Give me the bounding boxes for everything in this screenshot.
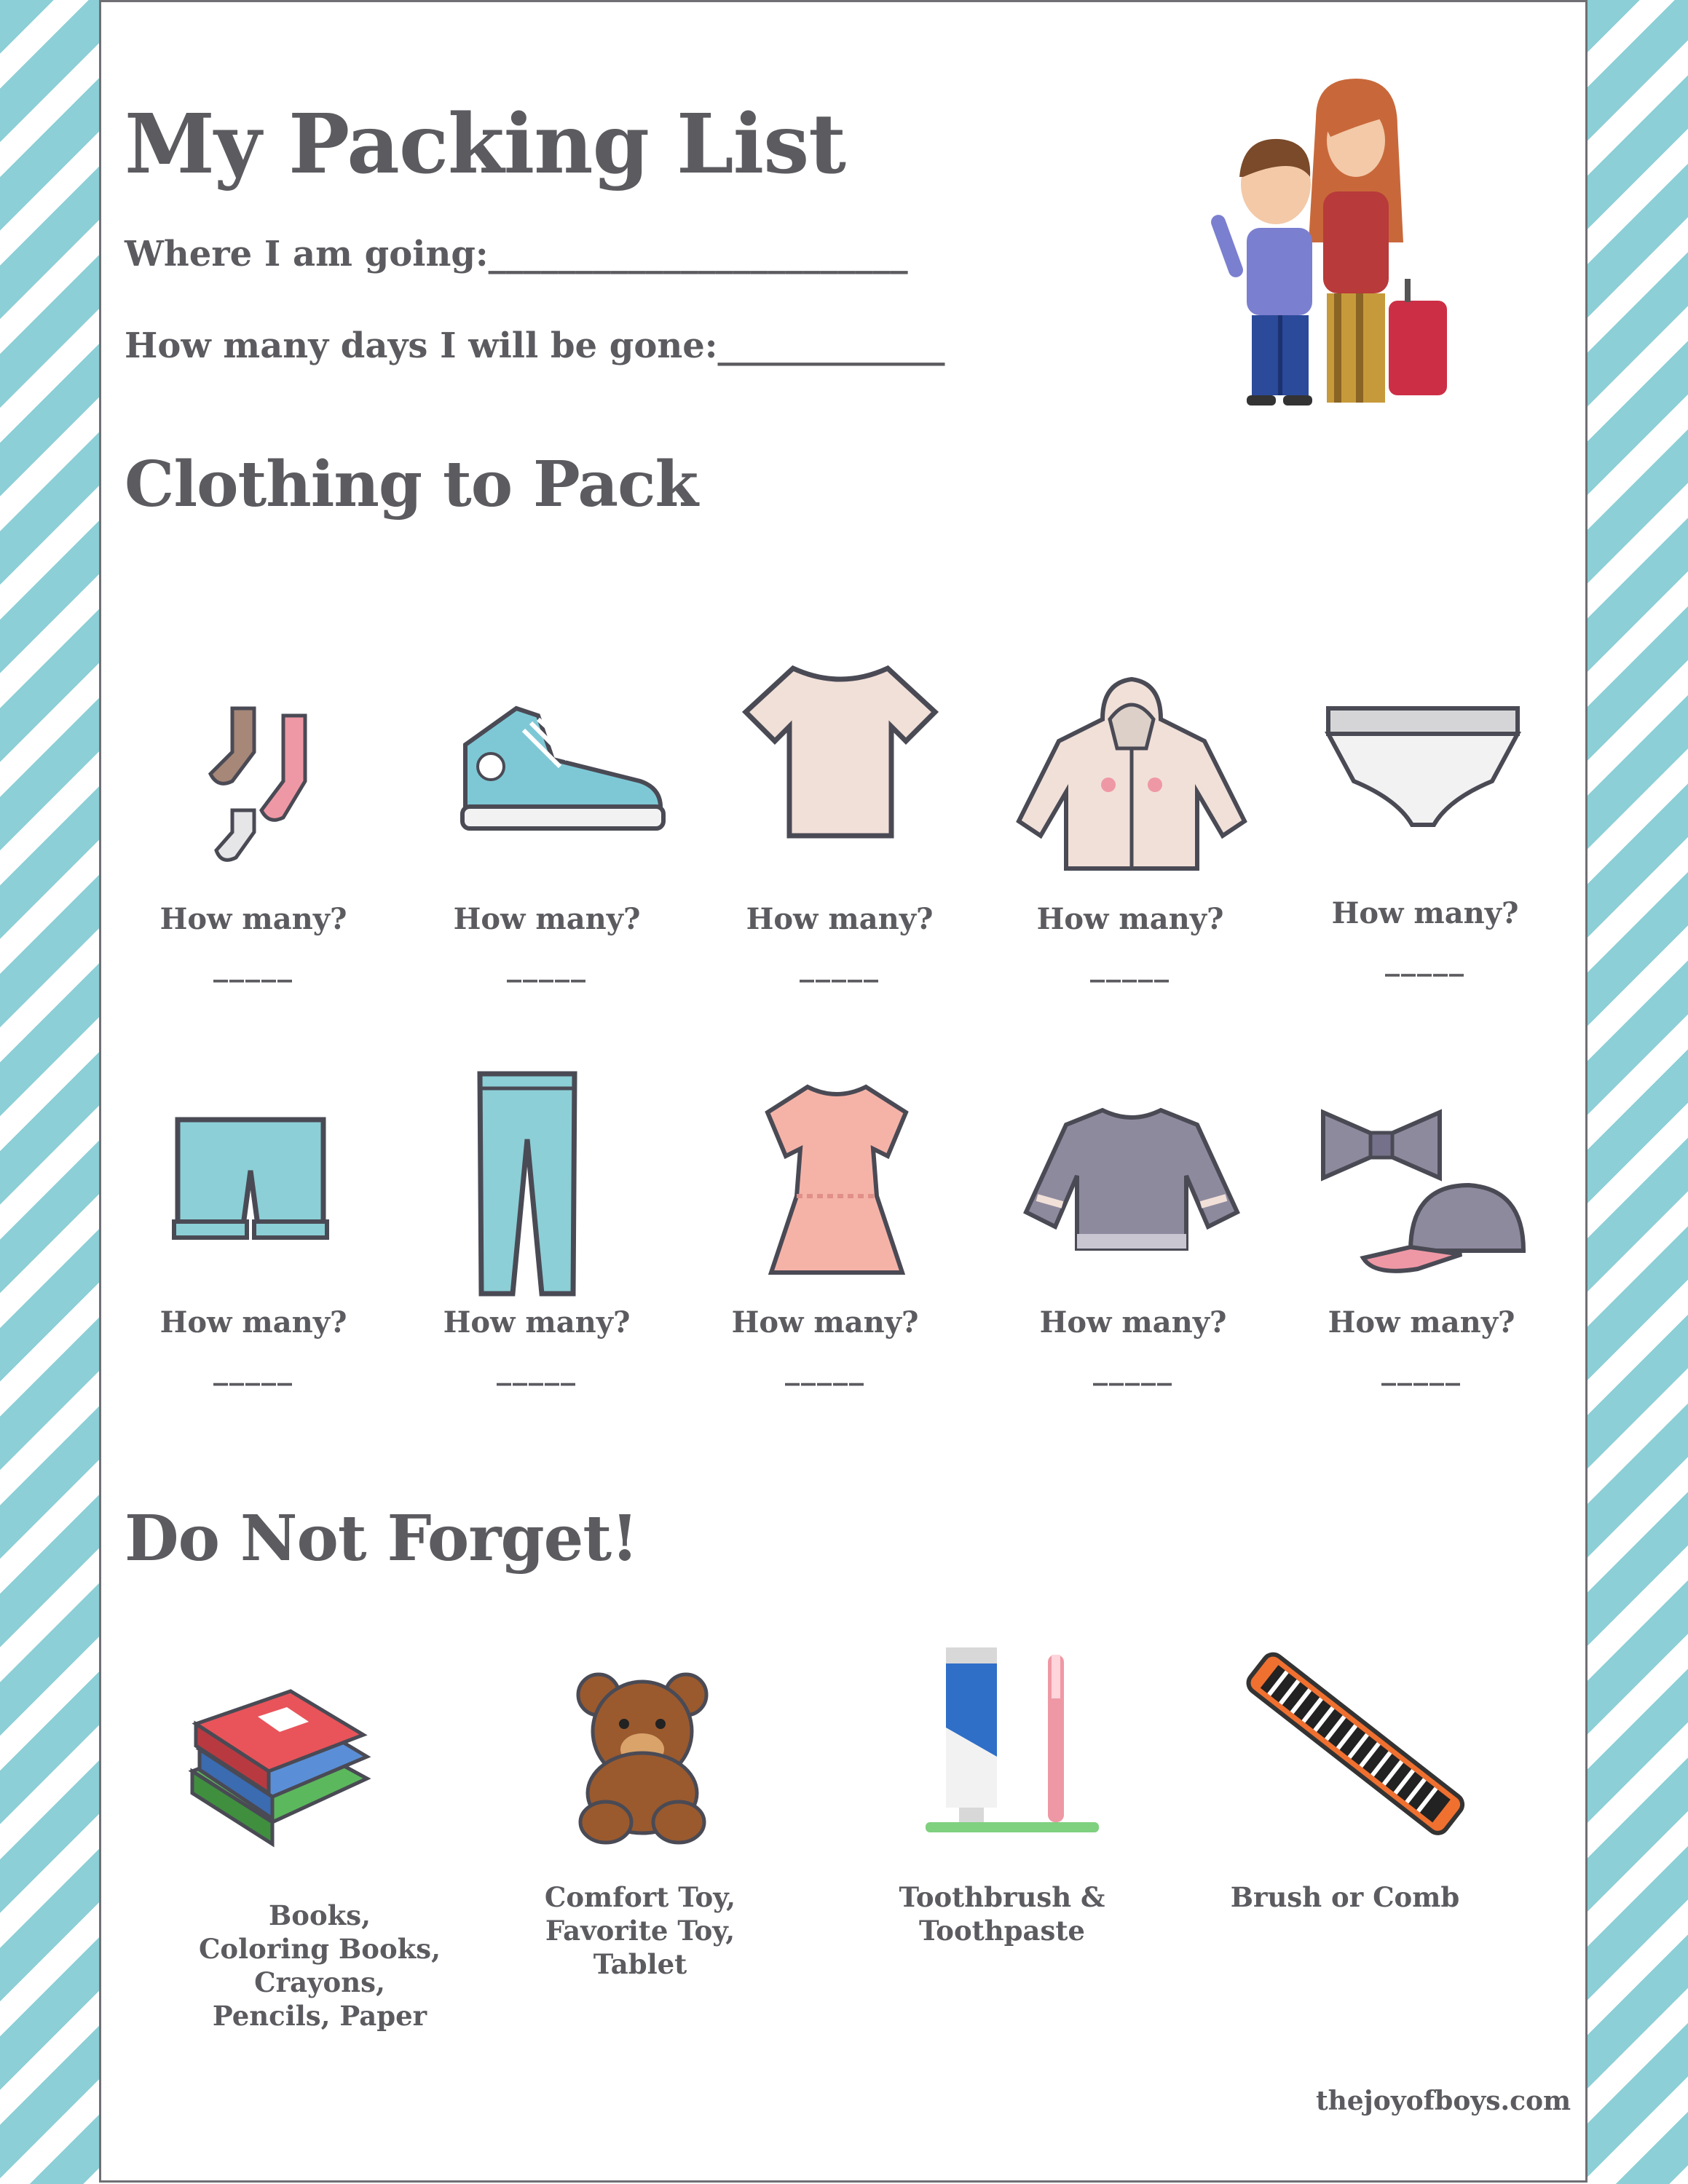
clothing-blank-7: _____: [497, 1352, 577, 1386]
bowtie-cap-icon: [1316, 1105, 1527, 1280]
clothing-question-6: How many?: [159, 1305, 347, 1340]
clothing-question-10: How many?: [1328, 1305, 1515, 1340]
forget-label-toy: Comfort Toy, Favorite Toy, Tablet: [544, 1881, 736, 1980]
dress-icon: [757, 1080, 917, 1283]
clothing-blank-9: _____: [1093, 1352, 1173, 1386]
books-icon: [185, 1684, 374, 1851]
page-title: My Packing List: [125, 97, 845, 192]
family-travel-icon: [1207, 75, 1447, 417]
underwear-icon: [1325, 701, 1521, 832]
shorts-icon: [170, 1112, 331, 1243]
clothing-question-4: How many?: [1036, 902, 1224, 936]
clothing-blank-4: _____: [1090, 949, 1170, 983]
socks-icon: [189, 701, 334, 876]
do-not-forget-heading: Do Not Forget!: [125, 1502, 638, 1575]
worksheet-page: [99, 0, 1588, 2183]
clothing-question-2: How many?: [453, 902, 641, 936]
left-stripe-border: [0, 0, 102, 2184]
jeans-icon: [473, 1067, 582, 1299]
sweater-icon: [1022, 1103, 1241, 1256]
clothing-blank-3: _____: [800, 949, 880, 983]
clothing-blank-2: _____: [507, 949, 587, 983]
footer-website: thejoyofboys.com: [1316, 2086, 1571, 2116]
clothing-blank-10: _____: [1381, 1352, 1462, 1386]
sneaker-icon: [458, 701, 669, 839]
clothing-question-1: How many?: [159, 902, 347, 936]
where-going-field: Where I am going:________________________: [125, 234, 908, 274]
toothbrush-toothpaste-icon: [924, 1640, 1099, 1844]
clothing-question-9: How many?: [1039, 1305, 1227, 1340]
forget-label-comb: Brush or Comb: [1230, 1881, 1460, 1913]
clothing-question-8: How many?: [731, 1305, 919, 1340]
tshirt-icon: [742, 661, 939, 843]
forget-label-books: Books, Coloring Books, Crayons, Pencils, Paper: [198, 1899, 441, 2032]
clothing-section-heading: Clothing to Pack: [125, 448, 698, 521]
clothing-question-7: How many?: [443, 1305, 631, 1340]
clothing-question-5: How many?: [1331, 896, 1519, 930]
comb-icon: [1208, 1639, 1485, 1872]
hoodie-icon: [1015, 676, 1248, 872]
clothing-question-3: How many?: [746, 902, 934, 936]
forget-label-toothbrush: Toothbrush & Toothpaste: [899, 1881, 1105, 1947]
clothing-blank-5: _____: [1385, 943, 1465, 977]
clothing-blank-6: _____: [213, 1352, 293, 1386]
clothing-blank-8: _____: [785, 1352, 865, 1386]
teddy-bear-icon: [566, 1669, 719, 1848]
right-stripe-border: [1586, 0, 1688, 2184]
clothing-blank-1: _____: [213, 949, 293, 983]
days-gone-field: How many days I will be gone:_____________: [125, 325, 945, 366]
